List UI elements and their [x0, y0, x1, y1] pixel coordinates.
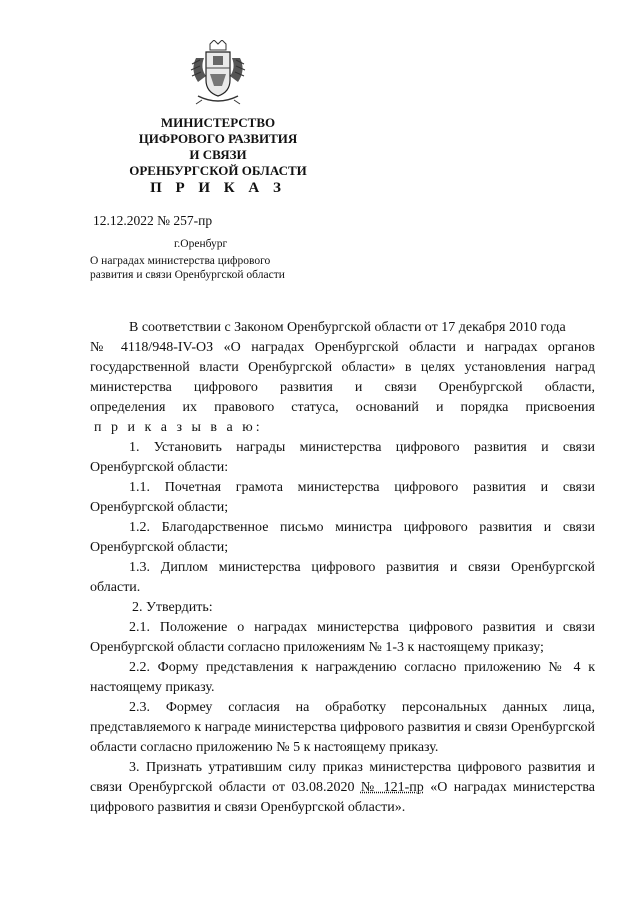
preamble-line: определения их правового статуса, оснований и порядка присвоения — [90, 400, 595, 415]
item-3-text-end: «О наградах министерства цифрового развития и связи Оренбургской области». — [90, 780, 595, 815]
document-subject — [90, 254, 360, 282]
ministry-line: ЦИФРОВОГО РАЗВИТИЯ — [138, 131, 298, 146]
item-1-3: 1.3. Диплом министерства цифрового развития и связи Оренбургской области. — [90, 560, 595, 595]
preamble-line: В соответствии с Законом Оренбургской области от 17 декабря 2010 года — [129, 320, 566, 335]
ministry-line: ОРЕНБУРГСКОЙ ОБЛАСТИ — [129, 163, 307, 178]
item-2-1: 2.1. Положение о наградах министерства цифрового развития и связи Оренбургской области согласно приложениям № 1-3 к настоящему приказу; — [90, 620, 595, 655]
document-body — [90, 318, 595, 818]
coat-of-arms-icon — [188, 40, 248, 106]
repealed-order-link[interactable]: № 121-пр — [360, 780, 424, 795]
preamble-line: № 4118/948-IV-ОЗ «О наградах Оренбургской области и наградах органов — [90, 340, 595, 355]
item-3-text: 3. Признать утратившим силу приказ министерства цифрового развития и связи Оренбургской области от 03.08.2020 — [90, 760, 595, 795]
ministry-line: И СВЯЗИ — [189, 147, 247, 162]
date-and-number: 12.12.2022 № 257-пр — [93, 213, 213, 228]
item-2: 2. Утвердить: — [132, 600, 213, 615]
item-1-1: 1.1. Почетная грамота министерства цифрового развития и связи Оренбургской области; — [90, 480, 595, 515]
item-1: 1. Установить награды министерства цифрового развития и связи Оренбургской области: — [90, 440, 595, 475]
city-label: г.Оренбург — [174, 238, 228, 250]
document-type-title: П Р И К А З — [150, 180, 286, 196]
preamble-line: государственной власти Оренбургской области» в целях установления наград — [90, 360, 595, 375]
ministry-name — [100, 115, 336, 179]
item-1-2: 1.2. Благодарственное письмо министра цифрового развития и связи Оренбургской области; — [90, 520, 595, 555]
item-3 — [90, 758, 595, 818]
order-word: п р и к а з ы в а ю: — [94, 420, 263, 435]
item-2-2: 2.2. Форму представления к награждению согласно приложению № 4 к настоящему приказу. — [90, 660, 595, 695]
preamble-line: министерства цифрового развития и связи Оренбургской области, — [90, 380, 595, 395]
ministry-line: МИНИСТЕРСТВО — [160, 115, 276, 130]
subject-line: О наградах министерства цифрового — [90, 255, 271, 267]
item-2-3: 2.3. Формеу согласия на обработку персональных данных лица, представляемого к награде министерства цифрового развития и связи Оренбургской области согласно приложению № 5 к настоящему приказу. — [90, 700, 595, 755]
subject-line: развития и связи Оренбургской области — [90, 269, 285, 281]
